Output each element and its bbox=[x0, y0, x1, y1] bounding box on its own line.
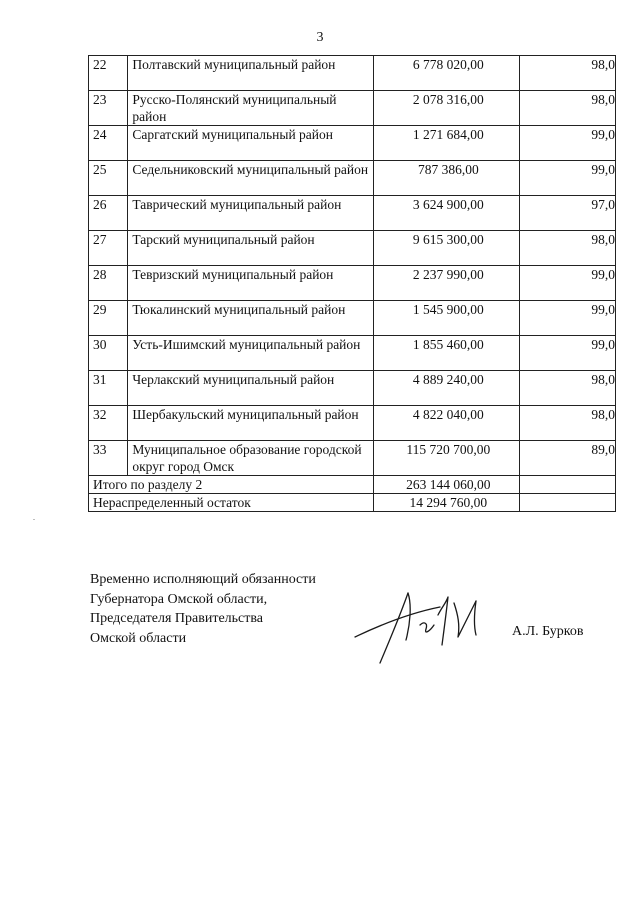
percentage-value: 98,0 bbox=[520, 91, 616, 126]
municipality-name: Таврический муниципальный район bbox=[128, 196, 373, 231]
table-row bbox=[89, 336, 616, 371]
percentage-value: 98,0 bbox=[520, 56, 616, 91]
percentage-value: 98,0 bbox=[520, 406, 616, 441]
remainder-amount: 14 294 760,00 bbox=[373, 494, 519, 512]
municipality-name: Седельниковский муниципальный район bbox=[128, 161, 373, 196]
table-row bbox=[89, 161, 616, 196]
row-number: 29 bbox=[89, 301, 128, 336]
row-number: 24 bbox=[89, 126, 128, 161]
table-row bbox=[89, 126, 616, 161]
table-row bbox=[89, 406, 616, 441]
allocation-amount: 2 237 990,00 bbox=[373, 266, 519, 301]
municipality-name: Черлакский муниципальный район bbox=[128, 371, 373, 406]
allocation-amount: 115 720 700,00 bbox=[373, 441, 519, 476]
signer-title-line-2: Губернатора Омской области, bbox=[90, 591, 268, 607]
signer-title-line-3: Председателя Правительства bbox=[90, 611, 264, 626]
allocation-amount: 9 615 300,00 bbox=[373, 231, 519, 266]
table-row bbox=[89, 196, 616, 231]
allocation-amount: 4 822 040,00 bbox=[373, 406, 519, 441]
table-row bbox=[89, 266, 616, 301]
percentage-value: 89,0 bbox=[520, 441, 616, 476]
signer-title-line-4: Омской области bbox=[90, 630, 187, 646]
table-row bbox=[89, 231, 616, 266]
row-number: 28 bbox=[89, 266, 128, 301]
row-number: 25 bbox=[89, 161, 128, 196]
percentage-value: 98,0 bbox=[520, 231, 616, 266]
percentage-value: 98,0 bbox=[520, 371, 616, 406]
municipality-name: Тевризский муниципальный район bbox=[128, 266, 373, 301]
municipality-name: Тюкалинский муниципальный район bbox=[128, 301, 373, 336]
table-row bbox=[89, 301, 616, 336]
total-amount: 263 144 060,00 bbox=[373, 476, 519, 494]
total-row bbox=[89, 476, 616, 494]
table-row bbox=[89, 441, 616, 476]
table-row bbox=[89, 371, 616, 406]
percentage-value: 99,0 bbox=[520, 266, 616, 301]
row-number: 27 bbox=[89, 231, 128, 266]
total-label: Итого по разделу 2 bbox=[89, 476, 374, 494]
municipality-name: Тарский муниципальный район bbox=[128, 231, 373, 266]
allocation-amount: 2 078 316,00 bbox=[373, 91, 519, 126]
municipality-name: Саргатский муниципальный район bbox=[128, 126, 373, 161]
row-number: 26 bbox=[89, 196, 128, 231]
signer-name: А.Л. Бурков bbox=[512, 624, 584, 639]
allocation-amount: 787 386,00 bbox=[373, 161, 519, 196]
table-body bbox=[89, 56, 616, 512]
row-number: 31 bbox=[89, 371, 128, 406]
remainder-label: Нераспределенный остаток bbox=[89, 494, 374, 512]
municipality-name: Муниципальное образование городской округ город Омск bbox=[128, 441, 373, 476]
allocation-amount: 1 545 900,00 bbox=[373, 301, 519, 336]
budget-allocation-table bbox=[88, 55, 616, 512]
percentage-value: 99,0 bbox=[520, 161, 616, 196]
municipality-name: Шербакульский муниципальный район bbox=[128, 406, 373, 441]
row-number: 23 bbox=[89, 91, 128, 126]
table-row bbox=[89, 91, 616, 126]
percentage-value: 97,0 bbox=[520, 196, 616, 231]
percentage-value: 99,0 bbox=[520, 336, 616, 371]
remainder-pct-cell bbox=[520, 494, 616, 512]
allocation-amount: 1 271 684,00 bbox=[373, 126, 519, 161]
allocation-amount: 1 855 460,00 bbox=[373, 336, 519, 371]
table-row bbox=[89, 56, 616, 91]
total-pct-cell bbox=[520, 476, 616, 494]
row-number: 32 bbox=[89, 406, 128, 441]
percentage-value: 99,0 bbox=[520, 126, 616, 161]
row-number: 30 bbox=[89, 336, 128, 371]
allocation-amount: 3 624 900,00 bbox=[373, 196, 519, 231]
signature-block bbox=[90, 570, 316, 648]
allocation-amount: 4 889 240,00 bbox=[373, 371, 519, 406]
remainder-row bbox=[89, 494, 616, 512]
row-number: 33 bbox=[89, 441, 128, 476]
municipality-name: Полтавский муниципальный район bbox=[128, 56, 373, 91]
margin-mark: . bbox=[33, 513, 35, 522]
allocation-amount: 6 778 020,00 bbox=[373, 56, 519, 91]
percentage-value: 99,0 bbox=[520, 301, 616, 336]
row-number: 22 bbox=[89, 56, 128, 91]
municipality-name: Русско-Полянский муниципальный район bbox=[128, 91, 373, 126]
municipality-name: Усть-Ишимский муниципальный район bbox=[128, 336, 373, 371]
signer-title-line-1: Временно исполняющий обязанности bbox=[90, 572, 316, 587]
handwritten-signature bbox=[350, 585, 500, 675]
page-number: 3 bbox=[316, 30, 324, 45]
